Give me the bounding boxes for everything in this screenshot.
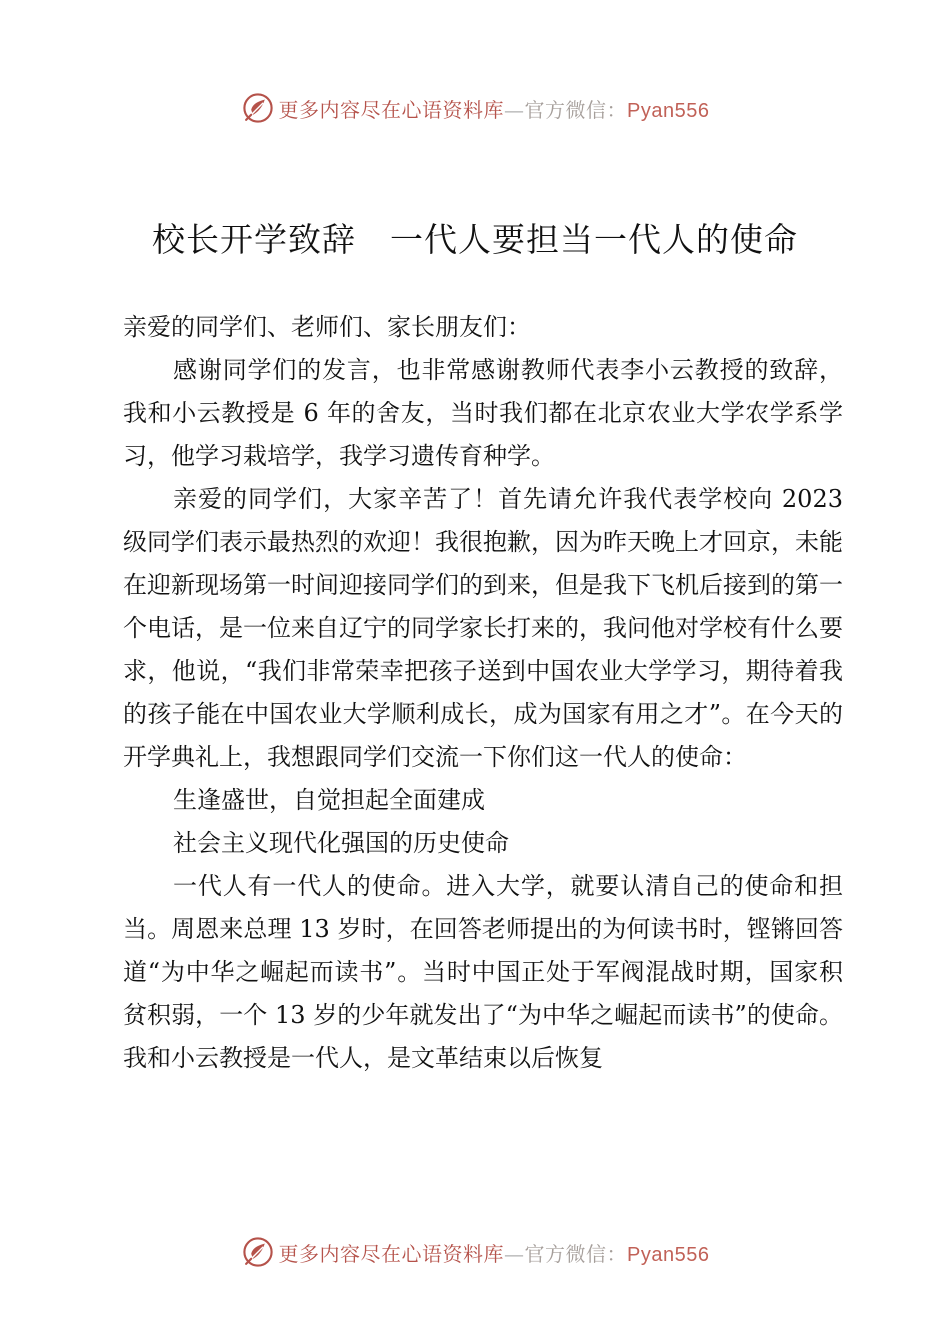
footer-text — [279, 1238, 710, 1267]
subheading-line-2: 社会主义现代化强国的历史使命 — [173, 829, 509, 857]
document-title: 校长开学致辞 一代人要担当一代人的使命 — [152, 220, 798, 259]
footer-wechat-id: Pyan556 — [627, 1243, 710, 1266]
header-brand-text: 更多内容尽在心语资料库 — [278, 97, 505, 122]
paragraph-3: 一代人有一代人的使命。进入大学，就要认清自己的使命和担当。周恩来总理 13 岁时，在回答老师提出的为何读书时，铿锵回答道“为中华之崛起而读书”。当时中国正处于军阀混战时期，国家积贫积弱，一个 13 岁的少年就发出了“为中华之崛起而读书”的使命。我和小云教授是一代人，是文革结束以后恢复 — [123, 872, 843, 1072]
footer-banner — [0, 1232, 950, 1272]
footer-wechat-label: 官方微信： — [524, 1241, 628, 1266]
footer-brand-text: 更多内容尽在心语资料库 — [278, 1241, 505, 1266]
header-banner — [0, 88, 950, 128]
paragraph-2: 亲爱的同学们，大家辛苦了！首先请允许我代表学校向 2023 级同学们表示最热烈的欢迎！我很抱歉，因为昨天晚上才回京，未能在迎新现场第一时间迎接同学们的到来，但是我下飞机后接到的第一个电话，是一位来自辽宁的同学家长打来的，我问他对学校有什么要求，他说，“我们非常荣幸把孩子送到中国农业大学学习，期待着我的孩子能在中国农业大学顺利成长，成为国家有用之才”。在今天的开学典礼上，我想跟同学们交流一下你们这一代人的使命： — [123, 485, 843, 771]
header-dash: — — [504, 97, 525, 122]
pen-heart-logo-icon — [241, 1235, 275, 1269]
pen-heart-logo-icon — [241, 91, 275, 125]
header-text — [279, 94, 710, 123]
subheading-line-1: 生逢盛世，自觉担起全面建成 — [173, 786, 485, 814]
document-body — [123, 306, 843, 1080]
header-wechat-id: Pyan556 — [627, 99, 710, 122]
salutation: 亲爱的同学们、老师们、家长朋友们： — [123, 313, 531, 341]
footer-dash: — — [504, 1241, 525, 1266]
paragraph-1: 感谢同学们的发言，也非常感谢教师代表李小云教授的致辞，我和小云教授是 6 年的舍友，当时我们都在北京农业大学农学系学习，他学习栽培学，我学习遗传育种学。 — [123, 356, 843, 470]
header-wechat-label: 官方微信： — [524, 97, 628, 122]
